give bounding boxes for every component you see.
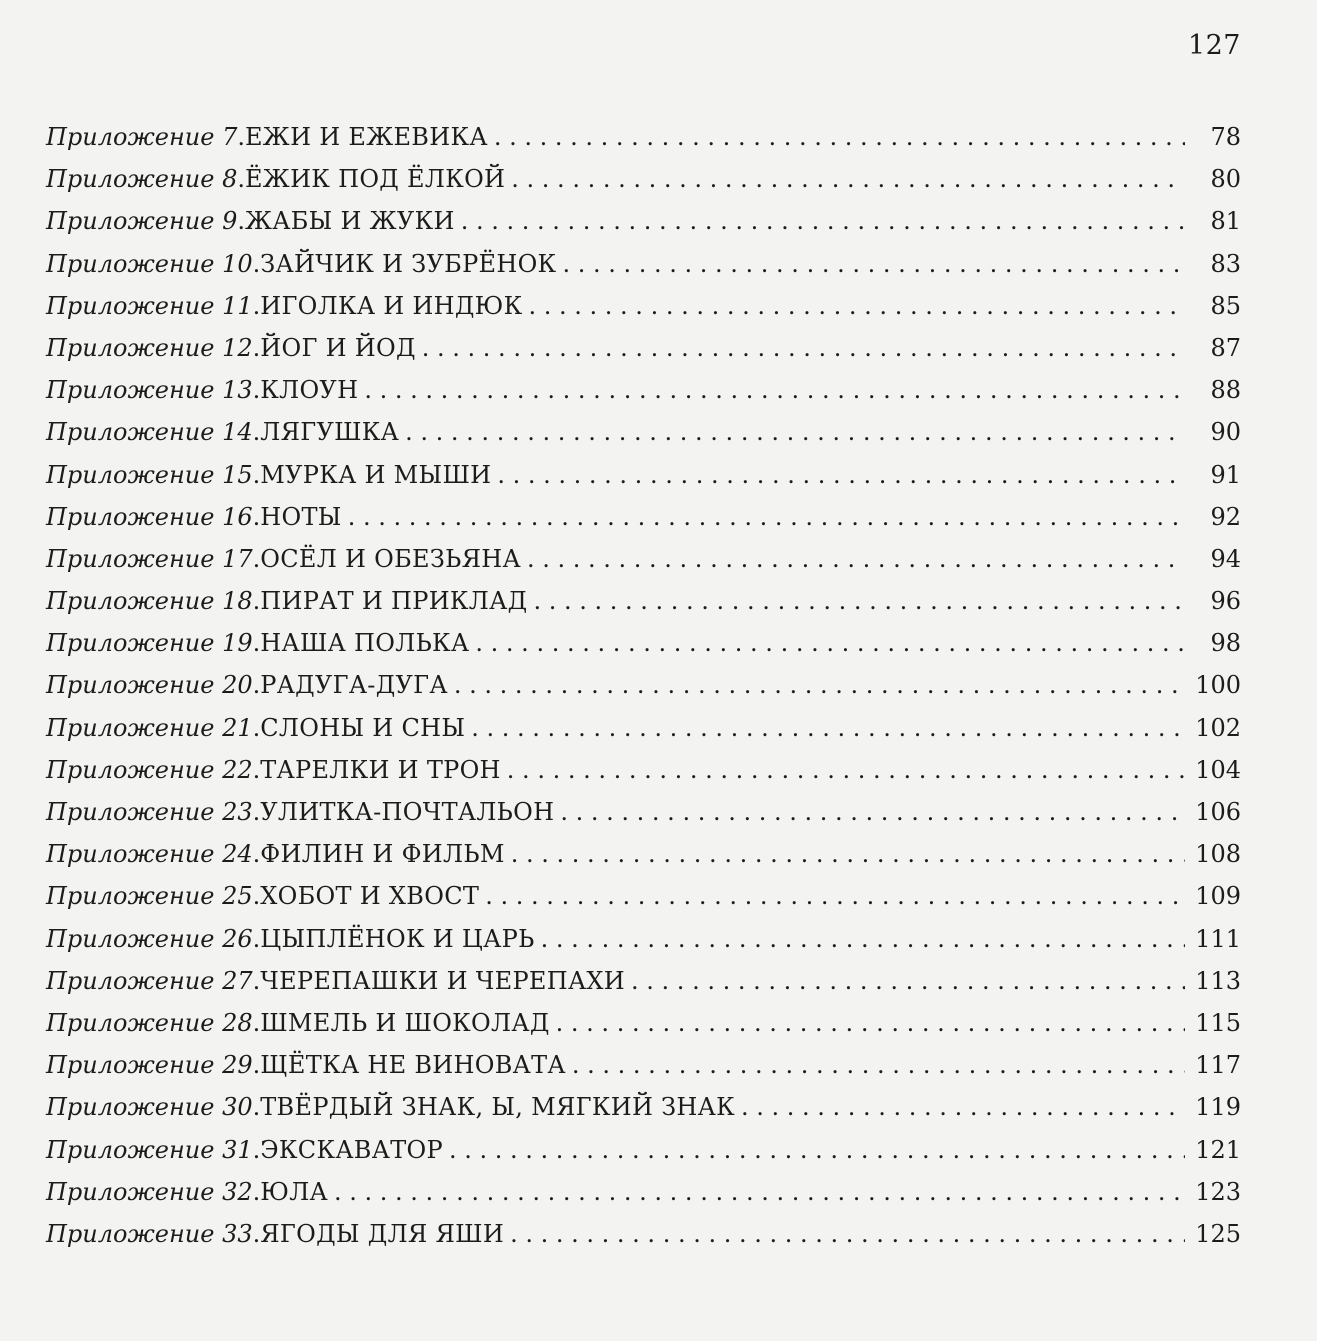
toc-entry-label: Приложение 23 [46, 798, 253, 826]
toc-entry [46, 461, 1241, 503]
toc-entry-separator: . [252, 376, 261, 405]
toc-entry [46, 925, 1241, 967]
toc-dot-leader [529, 292, 1186, 320]
toc-entry-separator: . [237, 123, 245, 151]
toc-entry-label: Приложение 14 [46, 418, 253, 447]
toc-entry-page: 100 [1195, 671, 1241, 700]
toc-entry-title: НОТЫ [260, 502, 342, 531]
toc-entry-title: ФИЛИН И ФИЛЬМ [260, 840, 505, 869]
toc-entry [46, 418, 1241, 460]
toc-entry-label: Приложение 25 [46, 882, 253, 911]
toc-entry [46, 123, 1241, 165]
toc-entry-title: ЖАБЫ И ЖУКИ [244, 207, 455, 236]
toc-entry-label: Приложение 28 [46, 1008, 253, 1037]
toc-entry-separator: . [252, 1177, 261, 1206]
toc-entry-title: УЛИТКА-ПОЧТАЛЬОН [260, 798, 555, 826]
toc-entry-separator: . [252, 966, 261, 995]
toc-entry-label: Приложение 12 [46, 333, 253, 362]
toc-entry-label: Приложение 15 [46, 460, 253, 489]
toc-dot-leader [527, 545, 1185, 573]
toc-entry-page: 119 [1195, 1093, 1241, 1122]
toc-entry-separator: . [252, 291, 261, 320]
toc-entry [46, 629, 1241, 671]
toc-entry-label: Приложение 9 [46, 207, 238, 236]
toc-entry-page: 109 [1195, 882, 1241, 911]
toc-entry-page: 88 [1210, 376, 1241, 405]
toc-entry-title: ЭКСКАВАТОР [260, 1135, 443, 1164]
toc-entry-separator: . [252, 798, 261, 826]
toc-dot-leader [449, 1136, 1185, 1164]
toc-entry-page: 106 [1195, 798, 1241, 826]
toc-entry-title: ЕЖИ И ЕЖЕВИКА [244, 123, 488, 151]
toc-entry-title: РАДУГА-ДУГА [260, 671, 448, 700]
toc-entry-page: 78 [1210, 123, 1241, 151]
toc-entry-title: ЗАЙЧИК И ЗУБРЁНОК [260, 249, 557, 278]
toc-dot-leader [507, 756, 1185, 784]
toc-entry-title: МУРКА И МЫШИ [260, 460, 492, 489]
toc-entry-page: 108 [1195, 840, 1241, 869]
toc-entry-page: 80 [1210, 165, 1241, 194]
toc-entry-title: ТВЁРДЫЙ ЗНАК, Ы, МЯГКИЙ ЗНАК [260, 1093, 735, 1122]
toc-entry [46, 334, 1241, 376]
toc-entry-page: 115 [1195, 1008, 1241, 1037]
toc-entry-page: 96 [1210, 587, 1241, 616]
toc-entry-separator: . [252, 713, 261, 742]
toc-dot-leader [631, 967, 1185, 995]
toc-entry-label: Приложение 7 [46, 123, 238, 151]
toc-entry-page: 85 [1210, 291, 1241, 320]
toc-entry-page: 125 [1195, 1219, 1241, 1248]
toc-entry-separator: . [252, 544, 261, 573]
toc-entry-label: Приложение 32 [46, 1177, 253, 1206]
toc-entry-separator: . [252, 840, 261, 869]
toc-entry [46, 376, 1241, 418]
toc-dot-leader [348, 503, 1185, 531]
toc-entry-title: ОСЁЛ И ОБЕЗЬЯНА [260, 544, 521, 573]
toc-entry-title: ШМЕЛЬ И ШОКОЛАД [260, 1008, 550, 1037]
toc-entry-separator: . [252, 333, 261, 362]
toc-dot-leader [511, 165, 1185, 193]
toc-entry-title: ЩЁТКА НЕ ВИНОВАТА [260, 1051, 566, 1080]
toc-dot-leader [454, 671, 1185, 699]
toc-entry [46, 1009, 1241, 1051]
toc-entry [46, 840, 1241, 882]
toc-entry-label: Приложение 17 [46, 544, 253, 573]
toc-entry-title: ТАРЕЛКИ И ТРОН [260, 755, 501, 784]
toc-entry-page: 121 [1195, 1135, 1241, 1164]
toc-entry-separator: . [252, 924, 261, 953]
toc-entry [46, 967, 1241, 1009]
toc-entry-page: 94 [1210, 544, 1241, 573]
toc-entry-page: 92 [1210, 502, 1241, 531]
toc-dot-leader [475, 629, 1185, 657]
toc-entry [46, 671, 1241, 713]
toc-entry-title: ИГОЛКА И ИНДЮК [260, 291, 523, 320]
toc-entry-page: 98 [1210, 629, 1241, 658]
toc-dot-leader [741, 1093, 1185, 1121]
toc-entry-label: Приложение 21 [46, 713, 253, 742]
toc-entry [46, 545, 1241, 587]
toc-entry-title: ЮЛА [260, 1177, 328, 1206]
toc-entry-separator: . [252, 671, 261, 700]
toc-entry-label: Приложение 24 [46, 840, 253, 869]
toc-entry-title: ЙОГ И ЙОД [260, 333, 416, 362]
toc-dot-leader [560, 798, 1185, 826]
toc-entry-separator: . [237, 165, 245, 194]
toc-entry-page: 123 [1195, 1177, 1241, 1206]
toc-entry-separator: . [252, 249, 261, 278]
toc-entry [46, 1220, 1241, 1262]
toc-dot-leader [422, 334, 1185, 362]
toc-entry-label: Приложение 18 [46, 587, 253, 616]
toc-entry-separator: . [252, 1008, 261, 1037]
toc-entry-separator: . [252, 502, 261, 531]
toc-entry [46, 165, 1241, 207]
toc-entry-label: Приложение 8 [46, 165, 238, 194]
toc-entry [46, 587, 1241, 629]
toc-entry-label: Приложение 11 [46, 291, 253, 320]
toc-entry-page: 104 [1195, 755, 1241, 784]
toc-dot-leader [494, 123, 1185, 151]
toc-entry-page: 83 [1210, 249, 1241, 278]
toc-entry-label: Приложение 33 [46, 1219, 253, 1248]
toc-entry-separator: . [252, 755, 261, 784]
toc-dot-leader [562, 250, 1185, 278]
toc-entry-label: Приложение 22 [46, 755, 253, 784]
toc-dot-leader [556, 1009, 1185, 1037]
toc-entry-page: 117 [1195, 1051, 1241, 1080]
toc-entry-separator: . [252, 882, 261, 911]
toc-entry-title: ХОБОТ И ХВОСТ [260, 882, 480, 911]
toc-dot-leader [471, 714, 1185, 742]
toc-entry-label: Приложение 29 [46, 1051, 253, 1080]
toc-entry-separator: . [237, 207, 245, 236]
toc-entry [46, 714, 1241, 756]
toc-entry-page: 90 [1210, 418, 1241, 447]
toc-dot-leader [541, 925, 1185, 953]
toc-dot-leader [533, 587, 1185, 615]
page-number: 127 [1187, 30, 1241, 61]
toc-entry-label: Приложение 31 [46, 1135, 253, 1164]
toc-entry-label: Приложение 16 [46, 502, 253, 531]
toc-entry-label: Приложение 10 [46, 249, 253, 278]
toc-entry-page: 91 [1210, 460, 1241, 489]
toc-entry-label: Приложение 20 [46, 671, 253, 700]
toc-entry [46, 798, 1241, 840]
toc-entry-label: Приложение 26 [46, 924, 253, 953]
toc-entry-title: ПИРАТ И ПРИКЛАД [260, 587, 528, 616]
toc-entry-separator: . [252, 629, 261, 658]
toc-entry-title: ЯГОДЫ ДЛЯ ЯШИ [260, 1219, 505, 1248]
toc-entry-separator: . [252, 1135, 261, 1164]
toc-entry-page: 102 [1195, 713, 1241, 742]
toc-entry [46, 250, 1241, 292]
toc-entry-title: СЛОНЫ И СНЫ [260, 713, 466, 742]
toc-entry-label: Приложение 13 [46, 376, 253, 405]
toc-dot-leader [511, 840, 1185, 868]
toc-entry [46, 882, 1241, 924]
toc-entry-separator: . [252, 1051, 261, 1080]
toc-dot-leader [364, 376, 1185, 404]
toc-dot-leader [405, 418, 1185, 446]
toc-entry [46, 1178, 1241, 1220]
toc-entry-separator: . [252, 1093, 261, 1122]
toc-dot-leader [572, 1051, 1185, 1079]
toc-entry-page: 81 [1210, 207, 1241, 236]
toc-entry-separator: . [252, 587, 261, 616]
toc-entry-title: НАША ПОЛЬКА [260, 629, 470, 658]
toc-entry-title: ЛЯГУШКА [260, 418, 400, 447]
toc-entry-separator: . [252, 460, 261, 489]
toc-entry-label: Приложение 19 [46, 629, 253, 658]
toc-entry [46, 1093, 1241, 1135]
toc-entry-page: 87 [1210, 333, 1241, 362]
toc-entry [46, 1051, 1241, 1093]
toc-entry-page: 111 [1195, 924, 1241, 953]
toc-dot-leader [334, 1178, 1185, 1206]
toc-entry-title: ЦЫПЛЁНОК И ЦАРЬ [260, 924, 535, 953]
toc-entry [46, 207, 1241, 249]
toc-entry-label: Приложение 30 [46, 1093, 253, 1122]
toc-dot-leader [461, 207, 1185, 235]
toc-entry-label: Приложение 27 [46, 966, 253, 995]
toc-dot-leader [497, 461, 1185, 489]
toc-entry [46, 1136, 1241, 1178]
table-of-contents [46, 123, 1241, 1262]
toc-entry [46, 756, 1241, 798]
toc-entry [46, 503, 1241, 545]
toc-entry-page: 113 [1195, 966, 1241, 995]
toc-dot-leader [510, 1220, 1185, 1248]
toc-entry-title: ЧЕРЕПАШКИ И ЧЕРЕПАХИ [260, 966, 626, 995]
toc-entry-separator: . [252, 1219, 261, 1248]
toc-dot-leader [485, 882, 1185, 910]
toc-entry-title: КЛОУН [260, 376, 359, 405]
toc-entry [46, 292, 1241, 334]
toc-entry-separator: . [252, 418, 261, 447]
toc-entry-title: ЁЖИК ПОД ЁЛКОЙ [244, 165, 506, 194]
